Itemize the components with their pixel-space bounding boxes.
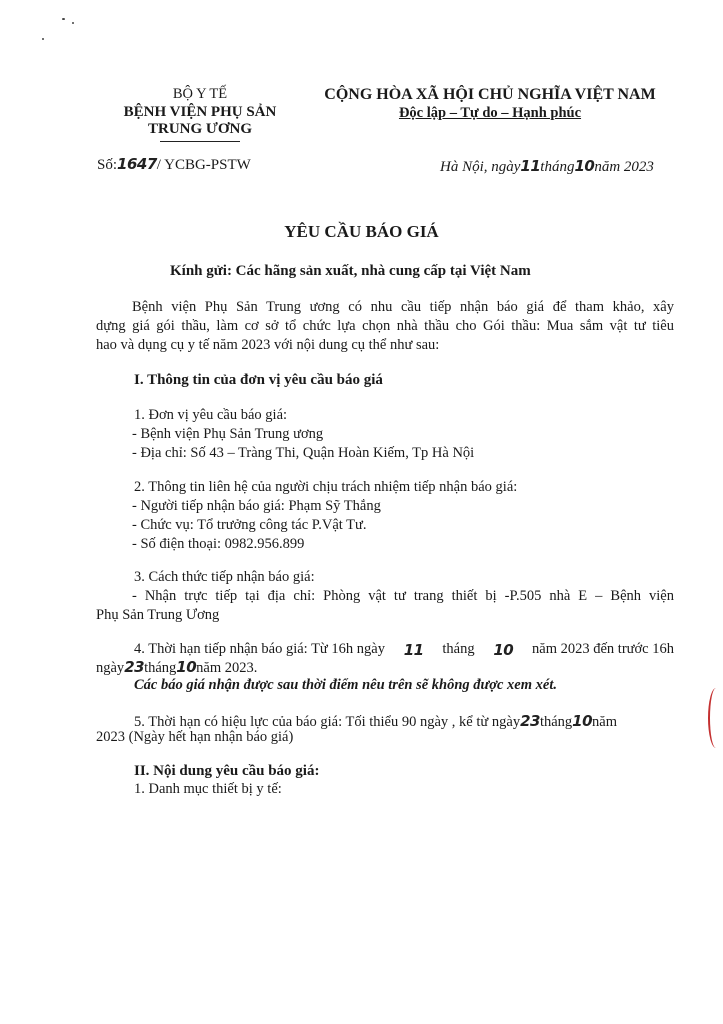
document-number	[97, 155, 251, 174]
item-5-month-handwritten: 10	[572, 712, 593, 730]
item-1-line-1: - Bệnh viện Phụ Sản Trung ương	[132, 426, 324, 442]
item-4-note: Các báo giá nhận được sau thời điểm nêu trên sẽ không được xem xét.	[134, 677, 557, 693]
item-2-line-3: - Số điện thoại: 0982.956.899	[132, 536, 305, 552]
section-2-heading: II. Nội dung yêu cầu báo giá:	[134, 763, 320, 779]
item-4-month1-handwritten: 10	[493, 641, 514, 659]
scan-speck	[72, 22, 74, 24]
date-month-label: tháng	[540, 159, 575, 175]
item-4-text-e: tháng	[144, 660, 177, 676]
date-prefix: Hà Nội, ngày	[440, 159, 521, 175]
item-4-text-f: năm 2023.	[196, 660, 258, 676]
scan-speck	[62, 18, 65, 20]
date-day-handwritten: 11	[520, 157, 541, 175]
date-month-handwritten: 10	[574, 157, 595, 175]
item-1-line-2: - Địa chỉ: Số 43 – Tràng Thi, Quận Hoàn Kiếm, Tp Hà Nội	[132, 445, 475, 461]
item-2-line-2: - Chức vụ: Tổ trưởng công tác P.Vật Tư.	[132, 517, 367, 533]
item-2-line-1: - Người tiếp nhận báo giá: Phạm Sỹ Thắng	[132, 498, 381, 514]
item-4-text-c: năm 2023 đến trước 16h	[532, 641, 674, 657]
section-1-heading: I. Thông tin của đơn vị yêu cầu báo giá	[134, 372, 383, 388]
item-4-month2-handwritten: 10	[176, 658, 197, 676]
intro-line-3: hao và dụng cụ y tế năm 2023 với nội dung cụ thể như sau:	[96, 337, 440, 353]
national-motto: Độc lập – Tự do – Hạnh phúc	[398, 105, 582, 121]
item-1-title: 1. Đơn vị yêu cầu báo giá:	[134, 407, 288, 423]
item-4-text-d: ngày	[96, 660, 125, 676]
ministry-name: BỘ Y TẾ	[172, 86, 228, 102]
item-5-text-b: tháng	[539, 714, 573, 730]
hospital-name-line2: TRUNG ƯƠNG	[147, 121, 253, 137]
doc-number-suffix: / YCBG-PSTW	[156, 157, 251, 173]
item-4-day2-handwritten: 23	[124, 658, 145, 676]
red-stamp-edge	[708, 688, 723, 748]
doc-number-handwritten: 1647	[117, 155, 157, 173]
intro-line-2: dựng giá gói thầu, làm cơ sở tổ chức lựa chọn nhà thầu cho Gói thầu: Mua sắm vật tư tiêu	[96, 318, 674, 334]
item-5-line-2: 2023 (Ngày hết hạn nhận báo giá)	[96, 729, 294, 745]
item-3-line-1: - Nhận trực tiếp tại địa chỉ: Phòng vật tư trang thiết bị -P.505 nhà E – Bệnh viện	[132, 588, 674, 604]
item-4-text-b: tháng	[442, 641, 475, 657]
document-title: YÊU CẦU BÁO GIÁ	[284, 222, 439, 241]
document-date	[440, 157, 654, 176]
item-4-text-a: 4. Thời hạn tiếp nhận báo giá: Từ 16h ngày	[134, 641, 385, 657]
item-4-day1-handwritten: 11	[403, 641, 424, 659]
item-4-line-2	[96, 658, 257, 677]
hospital-underline	[160, 141, 240, 142]
recipient-line: Kính gửi: Các hãng sản xuất, nhà cung cấp tại Việt Nam	[170, 263, 531, 279]
doc-number-prefix: Số:	[97, 157, 118, 173]
hospital-name-line1: BỆNH VIỆN PHỤ SẢN	[123, 104, 277, 120]
item-2-title: 2. Thông tin liên hệ của người chịu trách nhiệm tiếp nhận báo giá:	[134, 479, 518, 495]
item-5-text-a: 5. Thời hạn có hiệu lực của báo giá: Tối thiểu 90 ngày , kể từ ngày	[134, 714, 521, 730]
item-3-line-2: Phụ Sản Trung Ương	[96, 607, 220, 623]
item-3-title: 3. Cách thức tiếp nhận báo giá:	[134, 569, 315, 585]
item-5-day-handwritten: 23	[520, 712, 540, 730]
scan-speck	[42, 38, 44, 40]
section-2-item-1-title: 1. Danh mục thiết bị y tế:	[134, 781, 282, 797]
date-year-label: năm 2023	[594, 159, 654, 175]
item-4-line-1	[134, 641, 674, 659]
item-5-text-c: năm	[592, 714, 617, 730]
intro-line-1: Bệnh viện Phụ Sản Trung ương có nhu cầu tiếp nhận báo giá để tham khảo, xây	[132, 299, 674, 315]
country-name: CỘNG HÒA XÃ HỘI CHỦ NGHĨA VIỆT NAM	[324, 86, 656, 103]
